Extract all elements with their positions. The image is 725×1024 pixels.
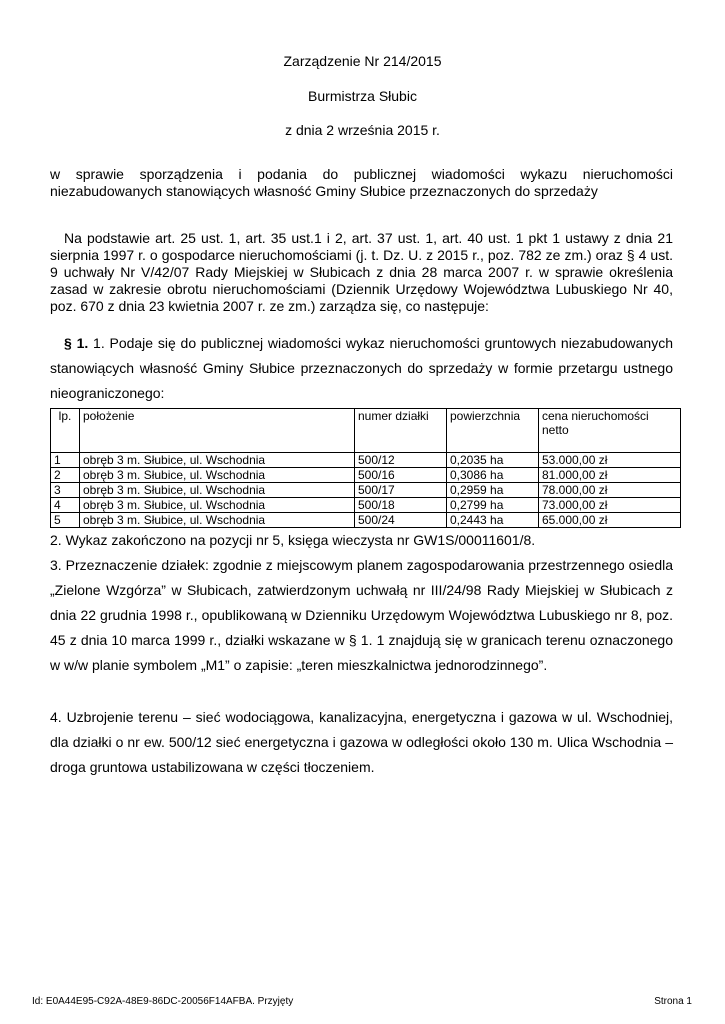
cell-price: 65.000,00 zł	[539, 513, 681, 528]
cell-price: 73.000,00 zł	[539, 498, 681, 513]
cell-price: 53.000,00 zł	[539, 453, 681, 468]
point-4: 4. Uzbrojenie terenu – sieć wodociągowa, kanalizacyjna, energetyczna i gazowa w ul. Wschodniej, dla działki o nr ew. 500/12 sieć energetyczna i gazowa w odległości około 130 m. Ulica Wschodnia – droga gruntowa ustabilizowana w części tłoczeniem.	[50, 709, 673, 775]
document-date: z dnia 2 września 2015 r.	[285, 122, 440, 138]
cell-area: 0,2443 ha	[447, 513, 539, 528]
cell-plot: 500/12	[355, 453, 447, 468]
cell-location: obręb 3 m. Słubice, ul. Wschodnia	[80, 513, 355, 528]
section-1-intro	[50, 331, 673, 406]
legal-basis: Na podstawie art. 25 ust. 1, art. 35 ust.1 i 2, art. 37 ust. 1, art. 40 ust. 1 pkt 1 ustawy z dnia 21 sierpnia 1997 r. o gospodarce nieruchomościami (j. t. Dz. U. z 2015 r., poz. 782 ze zm.) oraz § 4 ust. 9 uchwały Nr V/42/07 Rady Miejskiej w Słubicach z dnia 28 marca 2007 r. w sprawie określenia zasad w zakresie obrotu nieruchomościami (Dziennik Urzędowy Województwa Lubuskiego Nr 40, poz. 670 z dnia 23 kwietnia 2007 r. ze zm.) zarządza się, co następuje:	[50, 230, 673, 314]
table-row	[51, 468, 681, 483]
document-subject: w sprawie sporządzenia i podania do publicznej wiadomości wykazu nieruchomości niezabudowanych stanowiących własność Gminy Słubice przeznaczonych do sprzedaży	[50, 166, 673, 199]
cell-price: 81.000,00 zł	[539, 468, 681, 483]
section-1-text: 1. Podaje się do publicznej wiadomości wykaz nieruchomości gruntowych niezabudowanych stanowiących własność Gminy Słubice przeznaczonych do sprzedaży w formie przetargu ustnego nieograniczonego:	[50, 335, 673, 401]
header-location: położenie	[80, 409, 355, 453]
cell-plot: 500/24	[355, 513, 447, 528]
cell-plot: 500/16	[355, 468, 447, 483]
point-3: 3. Przeznaczenie działek: zgodnie z miejscowym planem zagospodarowania przestrzennego osiedla „Zielone Wzgórza” w Słubicach, zatwierdzonym uchwałą nr III/24/98 Rady Miejskiej w Słubicach z dnia 22 grudnia 1998 r., opublikowaną w Dzienniku Urzędowym Województwa Lubuskiego nr 8, poz. 45 z dnia 10 marca 1999 r., działki wskazane w § 1. 1 znajdują się w granicach terenu oznaczonego w w/w planie symbolem „M1” o zapisie: „teren mieszkalnictwa jednorodzinnego”.	[50, 557, 673, 673]
cell-location: obręb 3 m. Słubice, ul. Wschodnia	[80, 468, 355, 483]
document-title: Zarządzenie Nr 214/2015	[283, 53, 442, 69]
header-plot-number: numer działki	[355, 409, 447, 453]
table-row	[51, 483, 681, 498]
cell-plot: 500/17	[355, 483, 447, 498]
table-row	[51, 513, 681, 528]
cell-area: 0,2035 ha	[447, 453, 539, 468]
cell-lp: 4	[51, 498, 80, 513]
cell-lp: 1	[51, 453, 80, 468]
cell-lp: 5	[51, 513, 80, 528]
cell-location: obręb 3 m. Słubice, ul. Wschodnia	[80, 498, 355, 513]
point-2: 2. Wykaz zakończono na pozycji nr 5, księga wieczysta nr GW1S/00011601/8.	[50, 532, 536, 548]
document-id-footer: Id: E0A44E95-C92A-48E9-86DC-20056F14AFBA. Przyjęty	[32, 996, 294, 1007]
cell-price: 78.000,00 zł	[539, 483, 681, 498]
cell-location: obręb 3 m. Słubice, ul. Wschodnia	[80, 483, 355, 498]
page-number: Strona 1	[654, 996, 692, 1007]
header-area: powierzchnia	[447, 409, 539, 453]
header-lp: lp.	[51, 409, 80, 453]
document-issuer: Burmistrza Słubic	[308, 88, 417, 104]
property-table	[50, 408, 681, 528]
cell-plot: 500/18	[355, 498, 447, 513]
table-row	[51, 498, 681, 513]
cell-area: 0,3086 ha	[447, 468, 539, 483]
cell-area: 0,2799 ha	[447, 498, 539, 513]
cell-lp: 3	[51, 483, 80, 498]
table-row	[51, 453, 681, 468]
table-header-row	[51, 409, 681, 453]
header-price: cena nieruchomości netto	[539, 409, 681, 453]
section-marker: § 1.	[64, 335, 89, 351]
cell-location: obręb 3 m. Słubice, ul. Wschodnia	[80, 453, 355, 468]
cell-area: 0,2959 ha	[447, 483, 539, 498]
cell-lp: 2	[51, 468, 80, 483]
